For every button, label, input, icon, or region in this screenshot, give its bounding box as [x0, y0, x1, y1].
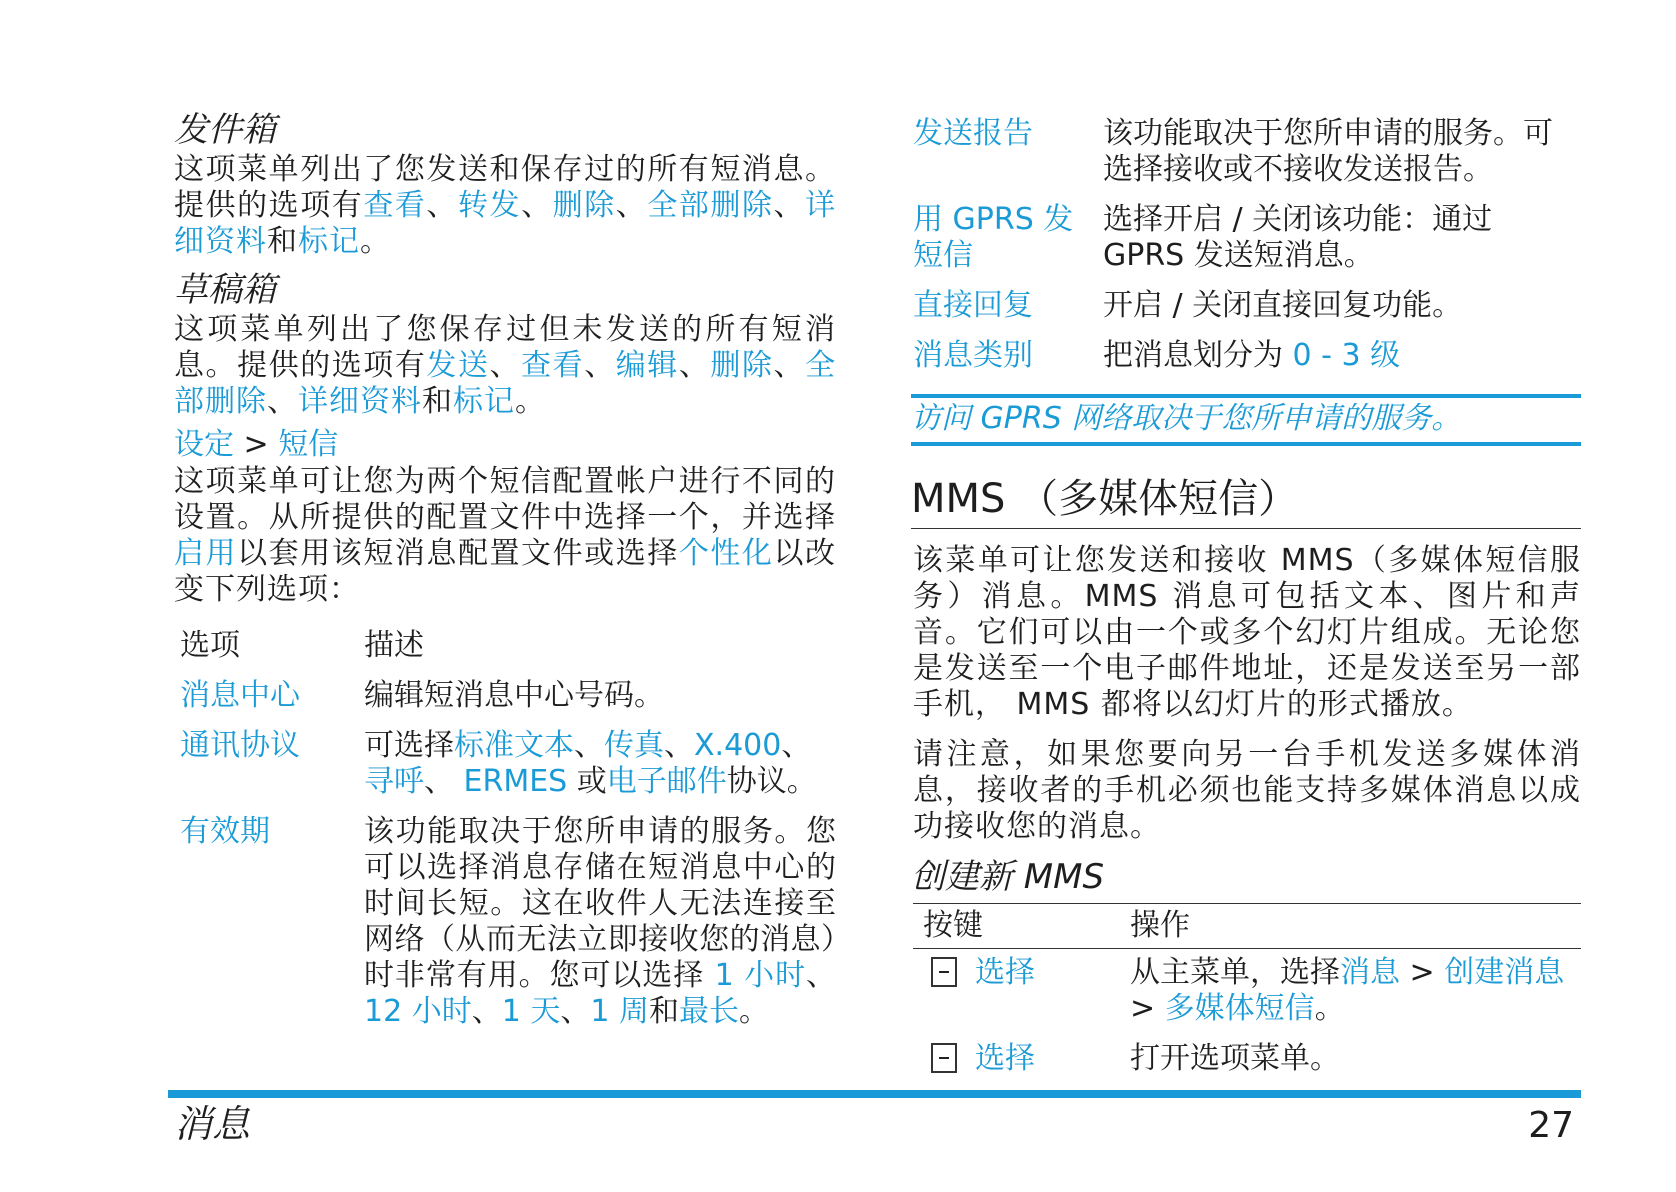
conjunction: 和 — [422, 384, 453, 419]
gprs-note: 访问 GPRS 网络取决于您所申请的服务。 — [911, 394, 1581, 446]
column-header-option: 选项 — [180, 628, 240, 663]
settings-path-sms: 短信 — [278, 427, 339, 462]
protocol-fax: 传真 — [604, 728, 664, 763]
option-message-center-desc: 编辑短消息中心号码。 — [364, 678, 664, 713]
protocol-pager: 寻呼 — [364, 764, 424, 799]
separator: 、 — [424, 764, 464, 799]
conjunction: 和 — [648, 994, 679, 1029]
protocol-standard-text: 标准文本 — [454, 728, 574, 763]
validity-1-hour: 1 小时 — [714, 958, 806, 993]
separator: 、 — [806, 958, 836, 993]
footer-rule — [168, 1090, 1581, 1098]
table-row — [174, 664, 836, 714]
table-header-row — [174, 628, 836, 664]
option-validity-desc — [364, 800, 836, 1030]
option-delivery-report-desc: 该功能取决于您所申请的服务。可选择接收或不接收发送报告。 — [1103, 116, 1553, 187]
left-column — [174, 106, 836, 1030]
option-message-class: 消息类别 — [913, 338, 1033, 373]
outbox-option-forward: 转发 — [457, 188, 522, 223]
path-separator: > — [1130, 991, 1165, 1026]
table-row — [913, 116, 1581, 188]
drafts-option-mark: 标记 — [453, 384, 515, 419]
column-header-action: 操作 — [1120, 904, 1581, 949]
separator: 、 — [267, 384, 298, 419]
desc-text: 把消息划分为 — [1103, 338, 1293, 373]
table-row — [174, 800, 836, 1030]
separator: 、 — [471, 994, 502, 1029]
path-separator: > — [1400, 955, 1445, 990]
settings-path-settings: 设定 — [174, 427, 234, 462]
option-sms-via-gprs-desc: 选择开启 / 关闭该功能：通过 GPRS 发送短消息。 — [1103, 202, 1493, 273]
desc-text-end: 协议。 — [726, 764, 817, 799]
outbox-paragraph — [174, 152, 836, 260]
period: 。 — [515, 384, 546, 419]
separator: 、 — [615, 188, 648, 223]
table-row — [913, 1027, 1581, 1077]
protocol-ermes: ERMES — [463, 764, 568, 799]
page-number: 27 — [1528, 1105, 1574, 1146]
outbox-option-view: 查看 — [363, 188, 427, 223]
validity-12-hours: 12 小时 — [364, 994, 472, 1029]
option-direct-reply-desc: 开启 / 关闭直接回复功能。 — [1103, 288, 1463, 323]
column-header-description: 描述 — [364, 628, 424, 663]
option-message-class-desc — [1103, 324, 1581, 374]
option-direct-reply: 直接回复 — [913, 288, 1033, 323]
path-separator: > — [234, 427, 279, 462]
separator: 、 — [426, 188, 458, 223]
conjunction: 或 — [567, 764, 607, 799]
mms-note-paragraph: 请注意，如果您要向另一台手机发送多媒体消息，接收者的手机必须也能支持多媒体消息以成功接收您的消息。 — [913, 737, 1581, 844]
outbox-option-delete-all: 全部删除 — [647, 188, 774, 223]
settings-text-b: 以套用该短消息配置文件或选择 — [237, 536, 679, 571]
option-delivery-report: 发送报告 — [913, 116, 1033, 151]
column-header-key: 按键 — [913, 904, 1120, 949]
key-select: 选择 — [975, 955, 1035, 990]
drafts-option-details: 详细资料 — [298, 384, 422, 419]
outbox-text: 这项菜单列出了您发送和保存过的所有短消息。提供的选项有 — [174, 152, 836, 223]
outbox-option-delete: 删除 — [552, 188, 616, 223]
separator: 、 — [678, 348, 711, 383]
desc-text: 可选择 — [364, 728, 454, 763]
key-cell — [913, 1027, 1120, 1077]
separator: 、 — [521, 188, 553, 223]
validity-1-day: 1 天 — [501, 994, 561, 1029]
outbox-heading: 发件箱 — [174, 110, 276, 150]
class-range: 0 - 3 级 — [1292, 338, 1401, 373]
mms-intro-paragraph: 该菜单可让您发送和接收 MMS（多媒体短信服务）消息。MMS 消息可包括文本、图片和声音。它们可以由一个或多个幻灯片组成。无论您是发送至一个电子邮件地址，还是发送至另一部手机， MMS 都将以幻灯片的形式播放。 — [913, 543, 1581, 722]
settings-text-c: 以改变下列选项： — [174, 536, 837, 607]
option-message-center: 消息中心 — [180, 678, 300, 713]
settings-personalize: 个性化 — [678, 536, 774, 571]
sms-options-table-continued — [913, 116, 1581, 374]
outbox-option-mark: 标记 — [298, 224, 360, 259]
drafts-option-view: 查看 — [521, 348, 585, 383]
action-cell: 打开选项菜单。 — [1130, 1041, 1340, 1076]
table-row — [913, 274, 1581, 324]
table-row — [174, 714, 836, 800]
key-select: 选择 — [975, 1041, 1035, 1076]
table-row — [913, 324, 1581, 374]
create-mms-table — [913, 903, 1581, 1077]
settings-path — [174, 426, 836, 464]
drafts-option-send: 发送 — [426, 348, 490, 383]
table-row — [913, 949, 1581, 1028]
separator: 、 — [489, 348, 522, 383]
footer-chapter-title: 消息 — [174, 1102, 251, 1146]
drafts-text: 这项菜单列出了您保存过但未发送的所有短消息。提供的选项有 — [174, 312, 836, 383]
drafts-heading: 草稿箱 — [174, 270, 276, 310]
table-header-row — [913, 904, 1581, 949]
protocol-x400: X.400 — [694, 728, 782, 763]
separator: 、 — [664, 728, 694, 763]
drafts-option-delete-all: 全部删除 — [174, 348, 837, 419]
validity-1-week: 1 周 — [590, 994, 649, 1029]
table-row — [913, 188, 1581, 274]
period: 。 — [738, 994, 769, 1029]
separator: 、 — [584, 348, 616, 383]
option-protocol: 通讯协议 — [180, 728, 300, 763]
mms-heading: MMS （多媒体短信） — [911, 474, 1581, 529]
separator: 、 — [781, 728, 812, 763]
menu-messages: 消息 — [1340, 955, 1400, 990]
settings-text-a: 这项菜单可让您为两个短信配置帐户进行不同的设置。从所提供的配置文件中选择一个，并选择 — [174, 464, 836, 535]
create-mms-heading: 创建新 MMS — [911, 857, 1105, 897]
settings-paragraph — [174, 464, 836, 608]
menu-mms: 多媒体短信 — [1164, 991, 1315, 1026]
validity-max: 最长 — [678, 994, 739, 1029]
separator: 、 — [574, 728, 604, 763]
action-text: 从主菜单，选择 — [1130, 955, 1340, 990]
separator: 、 — [773, 188, 806, 223]
option-sms-via-gprs: 用 GPRS 发短信 — [913, 202, 1074, 273]
protocol-email: 电子邮件 — [606, 764, 727, 799]
sms-options-table — [174, 628, 836, 1030]
drafts-option-edit: 编辑 — [615, 348, 679, 383]
option-validity: 有效期 — [180, 814, 270, 849]
minus-key-icon — [931, 1043, 957, 1073]
outbox-option-details: 详细资料 — [174, 188, 837, 259]
conjunction: 和 — [267, 224, 298, 259]
period: 。 — [360, 224, 391, 259]
separator: 、 — [773, 348, 806, 383]
right-column — [913, 116, 1581, 1077]
minus-key-icon — [931, 957, 957, 987]
action-cell — [1120, 949, 1581, 1028]
drafts-paragraph — [174, 312, 836, 420]
option-protocol-desc — [364, 714, 836, 800]
key-cell — [913, 949, 1120, 1028]
menu-create-message: 创建消息 — [1444, 955, 1565, 990]
separator: 、 — [560, 994, 591, 1029]
desc-text: 该功能取决于您所申请的服务。您可以选择消息存储在短消息中心的时间长短。这在收件人无法连接至网络（从而无法立即接收您的消息）时非常有用。您可以选择 — [364, 814, 836, 993]
drafts-option-delete: 删除 — [710, 348, 774, 383]
settings-enable: 启用 — [174, 536, 238, 571]
period: 。 — [1314, 991, 1345, 1026]
